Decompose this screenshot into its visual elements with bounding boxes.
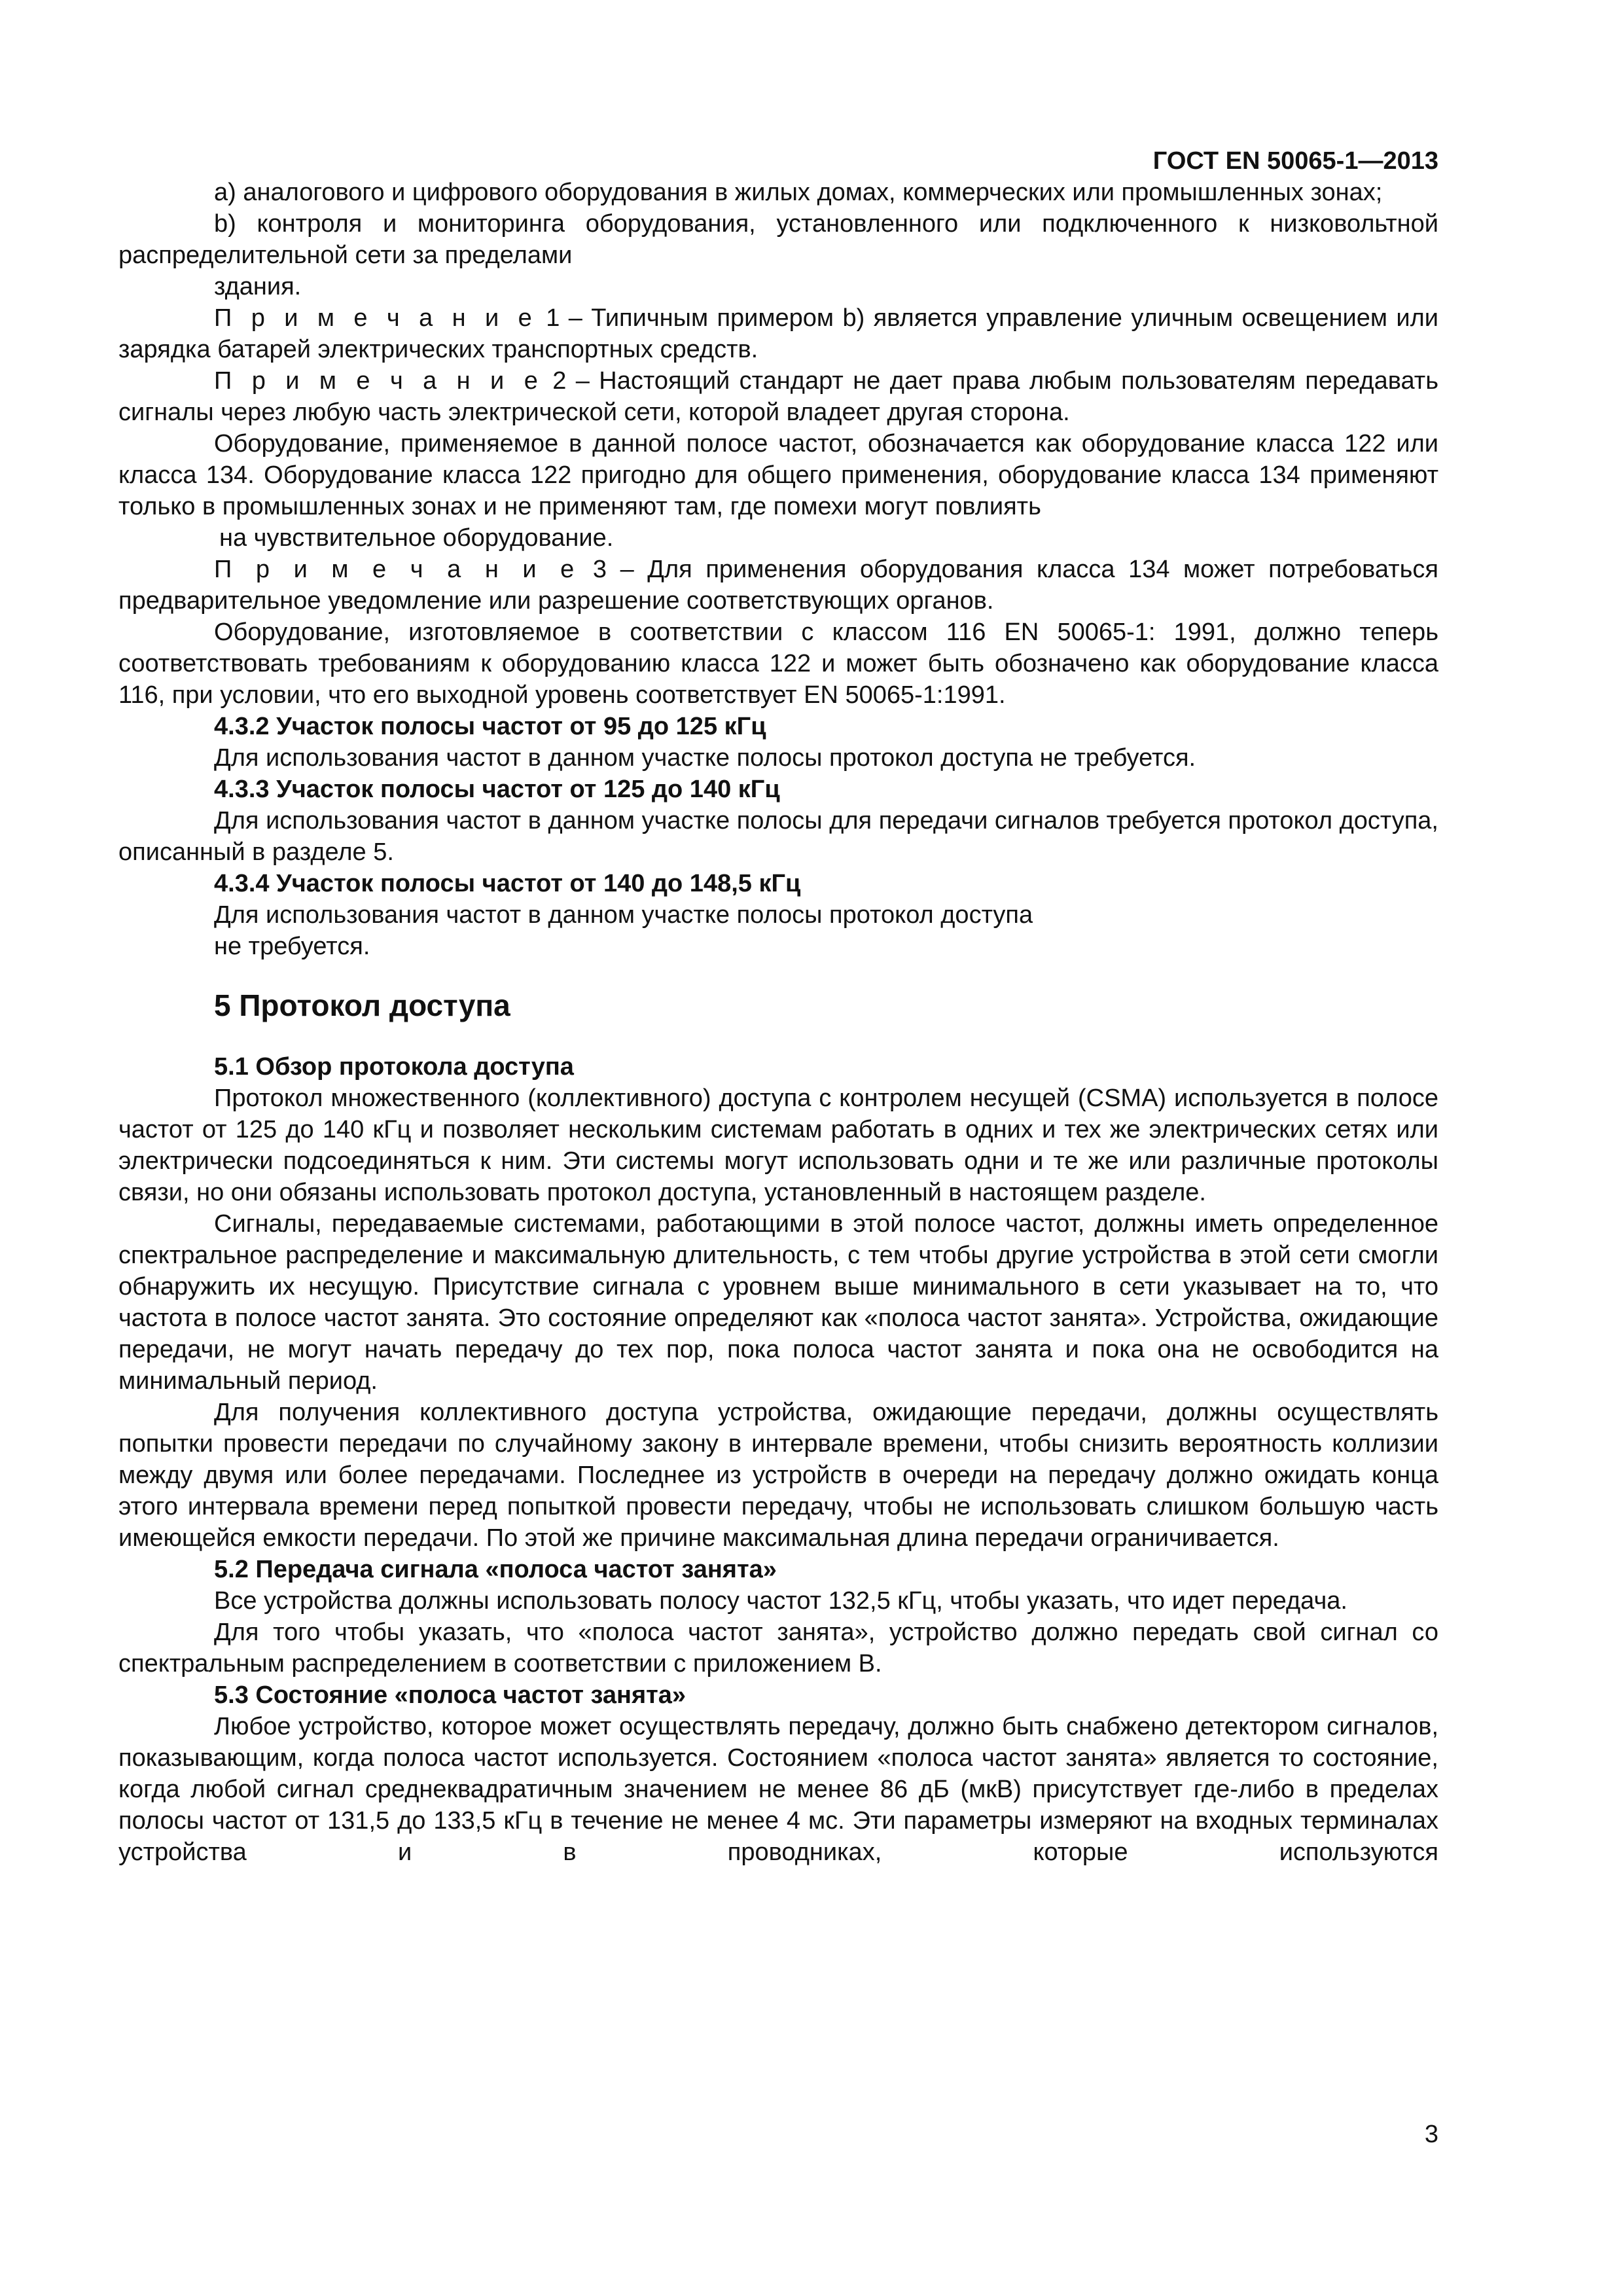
heading-5-1: 5.1 Обзор протокола доступа <box>214 1053 574 1081</box>
note-label: П р и м е ч а н и е <box>214 556 580 583</box>
paragraph-class-116: Оборудование, изготовляемое в соответствии с классом 116 EN 50065-1: 1991, должно теперь соответствовать требованиям к оборудованию класса 122 и может быть обозначено как оборудование класса 116, при условии, что его выходной уровень соответствует EN 50065-1:1991. <box>118 619 1438 709</box>
paragraph-4-3-4-line2: не требуется. <box>214 933 370 960</box>
note-text: 2 – Настоящий стандарт не дает права любым пользователям передавать сигналы через любую часть электрической сети, которой владеет другая сторона. <box>118 367 1438 426</box>
document-page <box>118 145 1438 1868</box>
paragraph-4-3-2: Для использования частот в данном участке полосы протокол доступа не требуется. <box>214 744 1196 772</box>
note-text: 3 – Для применения оборудования класса 134 может потребоваться предварительное уведомление или разрешение соответствующих органов. <box>118 556 1439 615</box>
paragraph-4-3-4-line1: Для использования частот в данном участке полосы протокол доступа <box>214 901 1033 929</box>
heading-5-2: 5.2 Передача сигнала «полоса частот занята» <box>214 1556 777 1583</box>
heading-5-3: 5.3 Состояние «полоса частот занята» <box>214 1681 687 1709</box>
section-heading-5: 5 Протокол доступа <box>214 988 510 1022</box>
paragraph-5-2-a: Все устройства должны использовать полосу частот 132,5 кГц, чтобы указать, что идет передача. <box>214 1587 1347 1615</box>
note-label: П р и м е ч а н и е <box>214 304 537 332</box>
paragraph-5-2-b: Для того чтобы указать, что «полоса частот занята», устройство должно передать свой сигнал со спектральным распределением в соответствии с приложением В. <box>118 1619 1438 1677</box>
page-number: 3 <box>1424 2121 1438 2148</box>
paragraph-5-3: Любое устройство, которое может осуществлять передачу, должно быть снабжено детектором сигналов, показывающим, когда полоса частот используется. Состоянием «полоса частот занята» является то состояние, когда любой сигнал среднеквадратичным значением не менее 86 дБ (мкВ) присутствует где-либо в пределах полосы частот от 131,5 до 133,5 кГц в течение не менее 4 мс. Эти параметры измеряют на входных терминалах устройства и в проводниках, которые используются <box>118 1713 1438 1866</box>
paragraph-4-3-3: Для использования частот в данном участке полосы для передачи сигналов требуется протокол доступа, описанный в разделе 5. <box>118 807 1438 866</box>
note-label: П р и м е ч а н и е <box>214 367 543 395</box>
document-header: ГОСТ EN 50065-1—2013 <box>1152 147 1438 175</box>
note-text: 1 – Типичным примером b) является управление уличным освещением или зарядка батарей электрических транспортных средств. <box>118 304 1439 363</box>
paragraph-5-1-a: Протокол множественного (коллективного) доступа с контролем несущей (CSMA) используется в полосе частот от 125 до 140 кГц и позволяет нескольким системам работать в одних и тех же электрических сетях или электрически подсоединяться к ним. Эти системы могут использовать одни и те же или различные протоколы связи, но они обязаны использовать протокол доступа, установленный в настоящем разделе. <box>118 1085 1438 1206</box>
paragraph-5-1-b: Сигналы, передаваемые системами, работающими в этой полосе частот, должны иметь определенное спектральное распределение и максимальную длительность, с тем чтобы другие устройства в этой сети смогли обнаружить их несущую. Присутствие сигнала с уровнем выше минимального в сети указывает на то, что частота в полосе частот занята. Это состояние определяют как «полоса частот занята». Устройства, ожидающие передачи, не могут начать передачу до тех пор, пока полоса частот занята и пока она не освободится на минимальный период. <box>118 1210 1438 1395</box>
note-2 <box>118 365 1438 428</box>
note-1 <box>118 302 1438 365</box>
heading-4-3-4: 4.3.4 Участок полосы частот от 140 до 148,5 кГц <box>214 870 801 897</box>
paragraph-5-1-c: Для получения коллективного доступа устройства, ожидающие передачи, должны осуществлять попытки провести передачи по случайному закону в интервале времени, чтобы снизить вероятность коллизии между двумя или более передачами. Последнее из устройств в очереди на передачу должно ожидать конца этого интервала времени перед попыткой провести передачу, чтобы не использовать слишком большую часть имеющейся емкости передачи. По этой же причине максимальная длина передачи ограничивается. <box>118 1399 1438 1552</box>
paragraph-equipment-class-end: на чувствительное оборудование. <box>219 524 614 552</box>
list-item-b: b) контроля и мониторинга оборудования, установленного или подключенного к низковольтной распределительной сети за пределами <box>118 210 1438 269</box>
heading-4-3-2: 4.3.2 Участок полосы частот от 95 до 125 кГц <box>214 713 766 740</box>
note-3 <box>118 554 1438 617</box>
heading-4-3-3: 4.3.3 Участок полосы частот от 125 до 140 кГц <box>214 776 780 803</box>
paragraph-equipment-class: Оборудование, применяемое в данной полосе частот, обозначается как оборудование класса 122 или класса 134. Оборудование класса 122 пригодно для общего применения, оборудование класса 134 применяют только в промышленных зонах и не применяют там, где помехи могут повлиять <box>118 430 1438 520</box>
list-item-b-end: здания. <box>214 273 302 300</box>
list-item-a: a) аналогового и цифрового оборудования в жилых домах, коммерческих или промышленных зонах; <box>214 179 1383 206</box>
